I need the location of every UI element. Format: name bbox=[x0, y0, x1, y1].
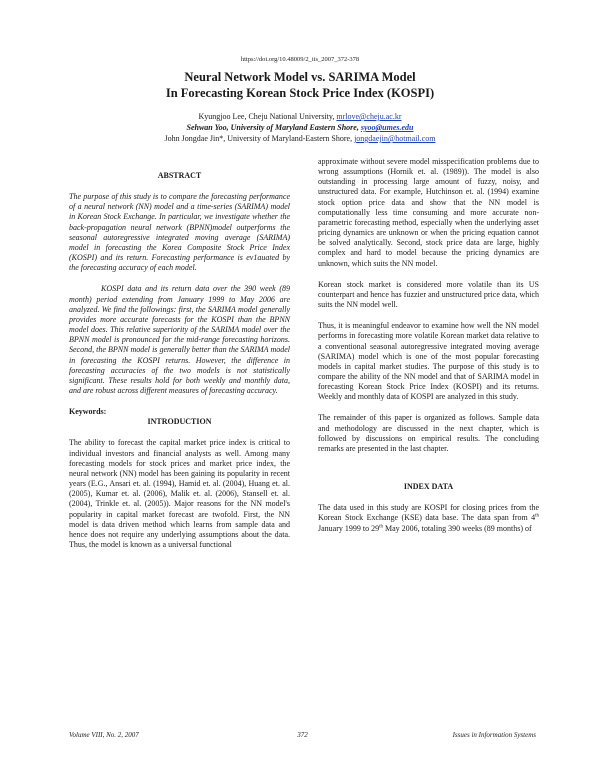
index-data-text-c: May 2006, totaling 390 weeks (89 months) of bbox=[383, 523, 532, 533]
author-3-email-link[interactable]: jongdaejin@hotmail.com bbox=[354, 134, 436, 143]
ordinal-suffix-1: th bbox=[535, 513, 539, 519]
index-data-text-b: January 1999 to 29 bbox=[318, 523, 380, 533]
doi-header: https://doi.org/10.48009/2_iis_2007_372-378 bbox=[240, 56, 360, 63]
author-2-affiliation: Sehwan Yoo, University of Maryland Eastern Shore, bbox=[186, 123, 361, 132]
title-line-1: Neural Network Model vs. SARIMA Model bbox=[184, 70, 416, 84]
author-list bbox=[0, 111, 600, 144]
index-data-paragraph-1 bbox=[318, 503, 539, 533]
abstract-paragraph-1: The purpose of this study is to compare the forecasting performance of a neural network (NN) model and a time-series (SARIMA) model in Korean Stock Exchange. In particular, we investigate whether the back-propagation neural network (BPNN)model outperforms the seasonal autoregressive integrated moving average (SARIMA) model in forecasting the Korea Composite Stock Price Index (KOSPI) and its return. Forecasting performance is ev1auated by the forecasting accuracy of each model. bbox=[69, 192, 290, 273]
abstract-section bbox=[69, 192, 290, 396]
author-2-email-link[interactable]: syoo@umes.edu bbox=[360, 123, 414, 132]
keywords-label: Keywords: bbox=[69, 407, 107, 417]
abstract-paragraph-2: KOSPI data and its return data over the 390 week (89 month) period extending from January 1999 to May 2006 are analyzed. We find the followings: first, the SARIMA model generally provides more accurate forecasts for the KOSPI than the BPNN model does. This relative superiority of the SARIMA model over the BPNN model is pronounced for the mid-range forecasting horizons. Second, the BPNN model is generally better than the SARIMA model in forecasting the KOSPI returns. However, the difference in forecasting accuracies of the two models is not statistically significant. These results hold for both weekly and monthly data, and are robust across different measures of forecasting accuracy. bbox=[69, 284, 290, 395]
author-3 bbox=[0, 133, 600, 144]
author-2 bbox=[0, 122, 600, 133]
author-3-affiliation: John Jongdae Jin*, University of Maryland-Eastern Shore, bbox=[164, 134, 355, 143]
right-paragraph-4: The remainder of this paper is organized as follows. Sample data and methodology are discussed in the next chapter, which is followed by discussions on empirical results. The concluding remarks are presented in the last chapter. bbox=[318, 413, 539, 453]
footer-page-number: 372 bbox=[297, 731, 308, 739]
title-line-2: In Forecasting Korean Stock Price Index (KOSPI) bbox=[165, 85, 435, 100]
index-data-text-a: The data used in this study are KOSPI for closing prices from the Korean Stock Exchange (KSE) data base. The data span from 4 bbox=[318, 503, 539, 523]
right-column bbox=[318, 157, 539, 534]
introduction-paragraph-1: The ability to forecast the capital market price index is critical to individual investors and financial analysts as well. Among many forecasting models for stock prices and market price index, the neural network (NN) model has been gaining its popularity in recent years (E.G., Ansari et. al. (1994), Hamid et. al. (2004), Huang et. al. (2005), Kumar et. al. (2006), Malik et. al. (2006), Stansell et. al. (2004), Trinkle et. al. (2005)). Major reasons for the NN model's popularity in capital market forecast are twofold. First, the NN model is data driven method which learns from sample data and hence does not require any underlying assumptions about the data. Thus, the model is known as a universal functional bbox=[69, 438, 290, 549]
author-1-email-link[interactable]: mrlove@cheju.ac.kr bbox=[336, 112, 402, 121]
left-column bbox=[69, 171, 290, 550]
right-paragraph-3: Thus, it is meaningful endeavor to examine how well the NN model performs in forecasting more volatile Korean market data relative to a conventional seasonal autoregressive integrated moving average (SARIMA) model which is one of the most popular forecasting models in capital market studies. The purpose of this study is to compare the ability of the NN model and that of SARIMA model in forecasting Korean Stock Price Index (KOSPI) and its returns. Weekly and monthly data of KOSPI are analyzed in this study. bbox=[318, 321, 539, 402]
author-1 bbox=[0, 111, 600, 122]
abstract-heading: ABSTRACT bbox=[157, 171, 202, 180]
author-1-affiliation: Kyungjoo Lee, Cheju National University, bbox=[198, 112, 337, 121]
footer-publication: Issues in Information Systems bbox=[452, 731, 536, 739]
index-data-heading: INDEX DATA bbox=[403, 482, 454, 492]
right-paragraph-1: approximate without severe model misspecification problems due to wrong assumptions (Hornik et. al. (1989)). The model is also outstanding in processing large amount of fuzzy, noisy, and unstructured data. For example, Hutchinson et. al. (1994) examine stock option price data and show that the NN model is computationally less time consuming and more accurate non-parametric forecasting method, especially when the underlying asset pricing dynamics are unknown or when the pricing equation cannot be solved analytically. Second, stock price data are large, highly complex and hard to model because the pricing dynamics are unknown, which suits the NN model. bbox=[318, 157, 539, 268]
introduction-heading: INTRODUCTION bbox=[147, 417, 212, 427]
paper-title bbox=[0, 70, 600, 101]
footer-journal: Volume VIII, No. 2, 2007 bbox=[69, 731, 139, 739]
ordinal-suffix-2: th bbox=[379, 523, 383, 529]
right-paragraph-2: Korean stock market is considered more volatile than its US counterpart and hence has fuzzier and unstructured price data, which suits the NN model well. bbox=[318, 279, 539, 310]
